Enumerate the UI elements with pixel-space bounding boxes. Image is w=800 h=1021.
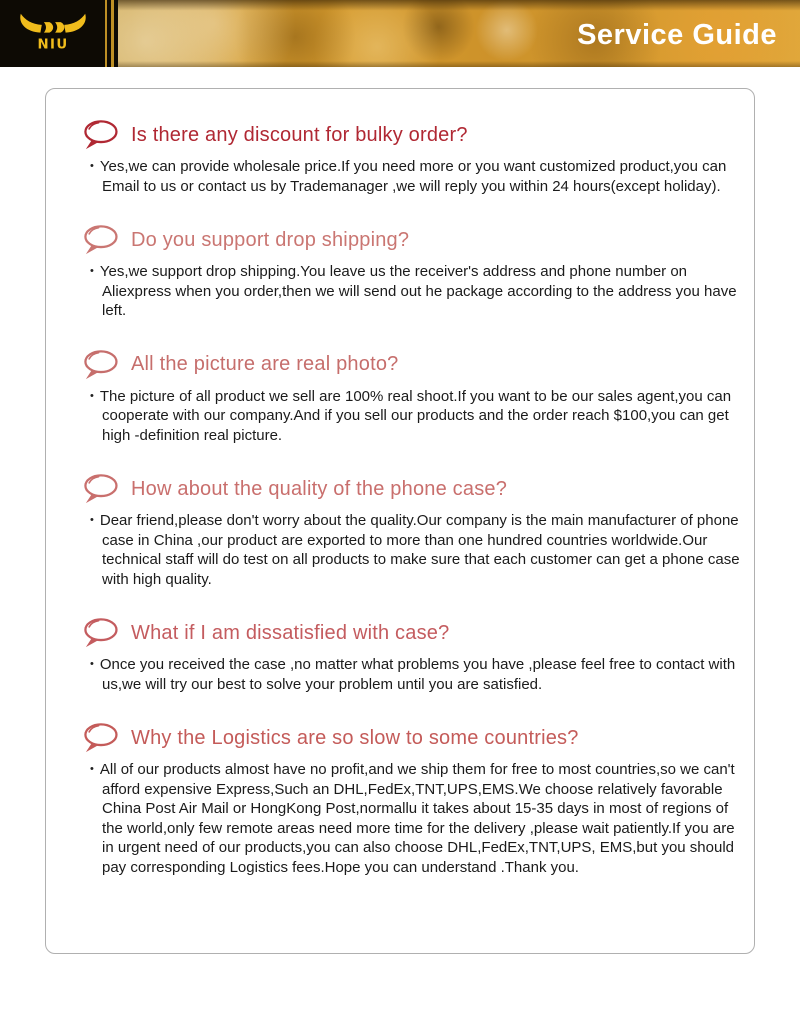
faq-item <box>80 348 744 446</box>
faq-item <box>80 472 744 589</box>
bullet-marker: • <box>90 389 94 402</box>
faq-answer <box>90 387 742 446</box>
faq-question: Is there any discount for bulky order? <box>131 123 468 146</box>
faq-item <box>80 721 744 877</box>
question-row <box>80 223 744 257</box>
brand-logo <box>0 0 105 67</box>
faq-answer-text: Yes,we can provide wholesale price.If you need more or you want customized product,you can Email to us or contact us by Trademanager ,we will reply you within 24 hours(except holiday). <box>99 158 727 195</box>
faq-answer-text: Once you received the case ,no matter what problems you have ,please feel free to contact with us,we will try our best to solve your problem until you are satisfied. <box>99 656 736 693</box>
question-row <box>80 118 744 152</box>
question-row <box>80 616 744 650</box>
page-title: Service Guide <box>577 18 777 51</box>
faq-answer <box>90 157 742 196</box>
speech-bubble-icon <box>80 722 120 754</box>
faq-item <box>80 223 744 321</box>
speech-bubble-icon <box>80 473 120 505</box>
faq-answer <box>90 655 742 694</box>
faq-question: All the picture are real photo? <box>131 353 399 375</box>
faq-answer-text: Dear friend,please don't worry about the quality.Our company is the main manufacturer of phone case in China ,our product are exported to more than one hundred countries worldwide.Our technical staff will do test on all products to make sure that each customer can get a phone case with high quality. <box>99 512 740 588</box>
header-banner <box>0 0 800 67</box>
faq-answer-text: The picture of all product we sell are 100% real shoot.If you want to be our sales agent,you can cooperate with our company.And if you sell our products and the order reach $100,you can get high -definition real picture. <box>99 387 732 444</box>
faq-answer <box>90 760 742 877</box>
bullet-marker: • <box>90 514 94 526</box>
faq-answer-text: Yes,we support drop shipping.You leave us the receiver's address and phone number on Aliexpress when you order,then we will send out he package according to the address you have left. <box>99 263 737 319</box>
niu-bull-logo-icon <box>11 6 95 62</box>
faq-question: What if I am dissatisfied with case? <box>131 621 450 644</box>
faq-answer <box>90 262 742 321</box>
bullet-marker: • <box>90 265 94 277</box>
faq-item <box>80 118 744 196</box>
faq-answer <box>90 511 742 589</box>
question-row <box>80 721 744 755</box>
question-row <box>80 348 744 382</box>
bullet-marker: • <box>90 658 94 670</box>
question-row <box>80 472 744 506</box>
speech-bubble-icon <box>80 119 120 151</box>
decorative-stripes <box>105 0 118 67</box>
faq-question: Why the Logistics are so slow to some countries? <box>131 726 579 749</box>
speech-bubble-icon <box>80 349 120 381</box>
faq-answer-text: All of our products almost have no profit,and we ship them for free to most countries,so we can't afford expensive Express,Such an DHL,FedEx,TNT,UPS,EMS.We choose relatively favorable China Post Air Mail or HongKong Post,normallu it takes about 15-35 days in most of regions of the world,only few remote areas need more time for the delivery ,please wait patiently.If you are in urgent need of our products,you can also choose DHL,FedEx,TNT,UPS, EMS,but you should pay corresponding Logistics fees.Hope you can understand .Thank you. <box>99 761 735 876</box>
bullet-marker: • <box>90 160 94 172</box>
speech-bubble-icon <box>80 617 120 649</box>
faq-item <box>80 616 744 694</box>
brand-name: NIU <box>36 37 69 53</box>
faq-question: Do you support drop shipping? <box>131 228 410 251</box>
faq-card <box>45 88 755 954</box>
speech-bubble-icon <box>80 224 120 256</box>
faq-question: How about the quality of the phone case? <box>131 477 508 500</box>
bullet-marker: • <box>90 763 94 775</box>
header-photo <box>118 0 800 67</box>
